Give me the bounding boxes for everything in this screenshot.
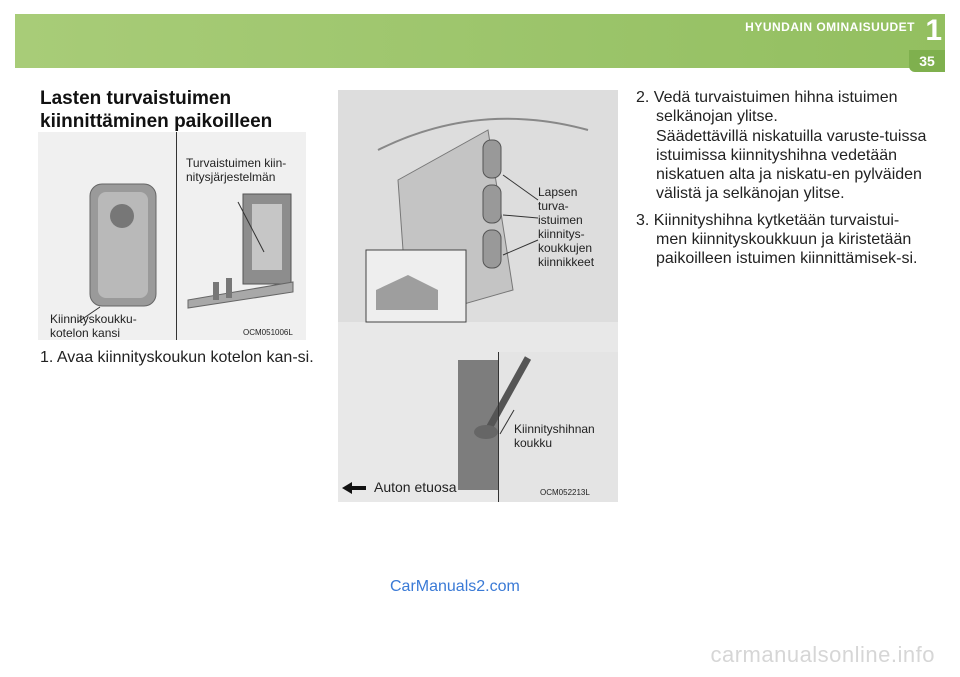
label-tether-hook [514, 422, 595, 450]
label-tether-hook-line1: Kiinnityshihnan [514, 422, 595, 436]
step-text: Kiinnityshihna kytketään turvaistui-men kiinnityskoukkuun ja kiristetään paikoilleen istuimen kiinnittämisek-si. [653, 212, 918, 267]
step-number: 1. [40, 349, 54, 366]
figure-divider [176, 132, 177, 340]
label-cover [50, 312, 137, 340]
step-text: Säädettävillä niskatuilla varuste-tuissa istuimissa kiinnityshihna vedetään niskatuen alta ja niskatu-en pylväiden välistä ja selkänojan ylitse. [656, 128, 927, 202]
step-number: 2. [636, 89, 650, 106]
label-cover-line1: Kiinnityskoukku- [50, 312, 137, 326]
label-line: Lapsen [538, 185, 578, 199]
page-number: 35 [909, 50, 945, 72]
step-3 [636, 211, 928, 268]
chapter-number: 1 [925, 14, 942, 47]
figure-code: OCM052213L [540, 488, 590, 497]
step-text: Vedä turvaistuimen hihna istuimen selkänojan ylitse. [653, 89, 898, 125]
label-cover-line2: kotelon kansi [50, 326, 121, 340]
step-number: 3. [636, 212, 650, 229]
figure-divider [498, 352, 499, 502]
chapter-title: HYUNDAIN OMINAISUUDET [745, 20, 915, 34]
section-title-line1: Lasten turvaistuimen [40, 88, 232, 109]
label-anchor-points [538, 185, 594, 269]
section-title [40, 87, 320, 133]
figure-code: OCM051006L [243, 328, 293, 337]
section-title-line2: kiinnittäminen paikoilleen [40, 111, 273, 132]
label-line: koukkujen [538, 241, 593, 255]
label-anchor-system-line2: nitysjärjestelmän [186, 170, 276, 184]
footer-watermark: carmanualsonline.info [710, 642, 935, 667]
label-line: kiinnikkeet [538, 255, 595, 269]
step-2-note [636, 127, 928, 203]
label-line: turva- [538, 199, 569, 213]
label-vehicle-front: Auton etuosa [374, 479, 457, 495]
label-tether-hook-line2: koukku [514, 436, 553, 450]
step-text: Avaa kiinnityskoukun kotelon kan-si. [56, 349, 314, 366]
figure-seat-anchors [338, 90, 618, 502]
label-anchor-system-line1: Turvaistuimen kiin- [186, 156, 287, 170]
figure-anchor-cover [38, 132, 306, 340]
label-line: istuimen [538, 213, 583, 227]
step-2 [636, 88, 928, 126]
label-line: kiinnitys- [538, 227, 585, 241]
label-anchor-system [186, 156, 286, 184]
watermark-link[interactable]: CarManuals2.com [390, 578, 520, 595]
step-1 [40, 348, 328, 367]
